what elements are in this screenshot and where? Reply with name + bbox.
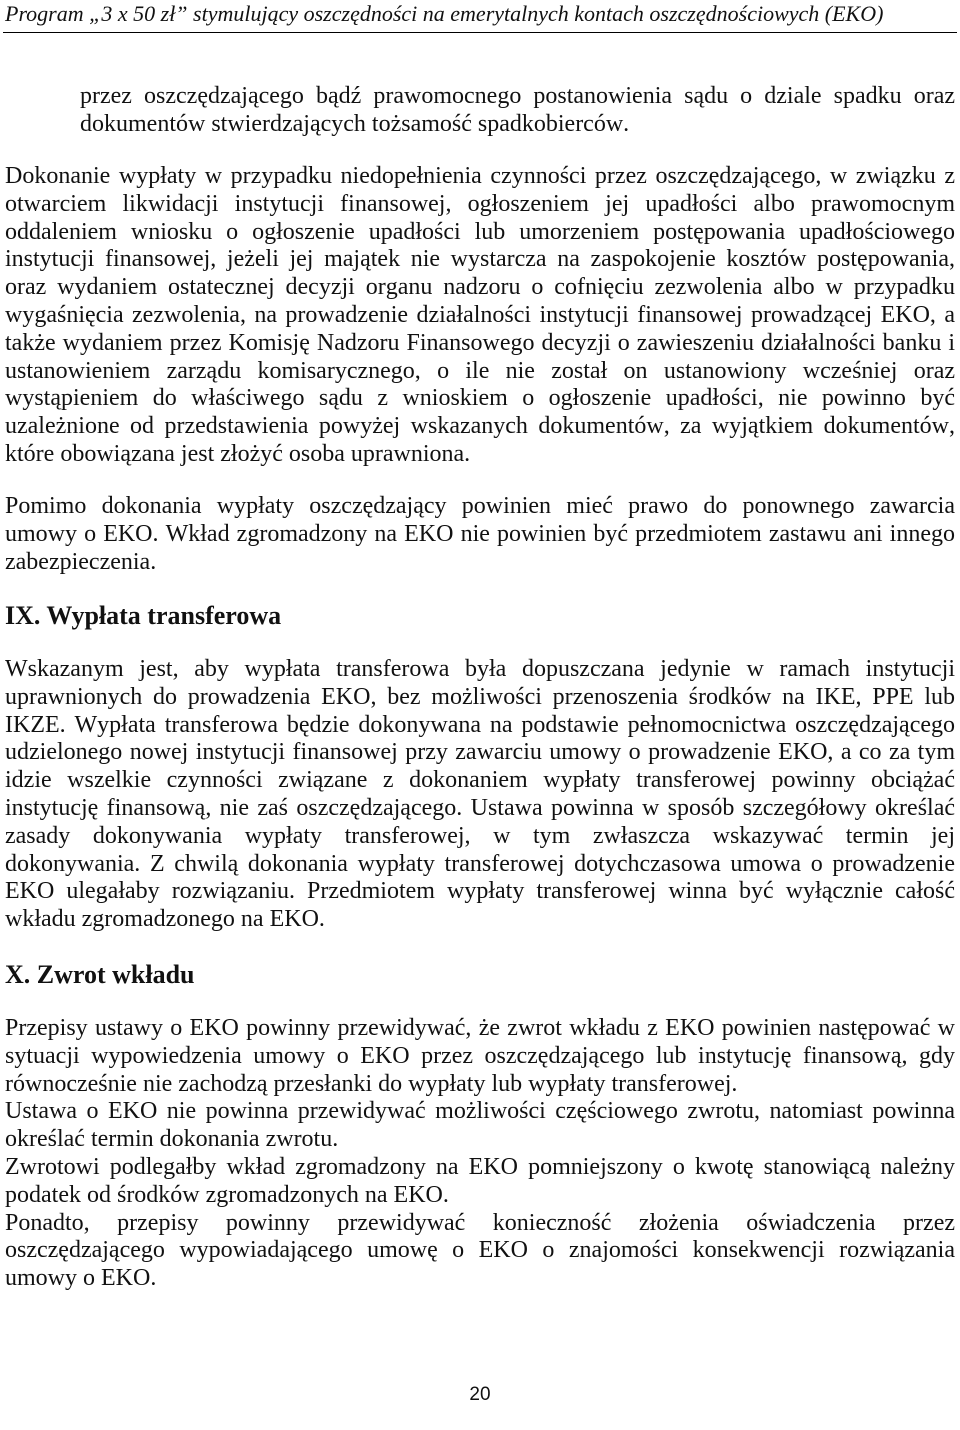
paragraph-line: oddaleniem wniosku o ogłoszenie upadłości lub umorzeniem postępowania upadłościowego <box>5 218 955 245</box>
paragraph-line: Zwrotowi podlegałby wkład zgromadzony na EKO pomniejszony o kwotę stanowiącą należny <box>5 1153 955 1180</box>
page-number: 20 <box>469 1384 491 1405</box>
paragraph <box>5 1015 955 1098</box>
paragraph-line: przez oszczędzającego bądź prawomocnego postanowienia sądu o dziale spadku oraz <box>80 83 955 109</box>
paragraph <box>5 163 955 469</box>
paragraph-line: równocześnie nie zachodzą przesłanki do wypłaty lub wypłaty transferowej. <box>5 1070 738 1097</box>
paragraph <box>5 1154 955 1210</box>
paragraph-line: także wydaniem przez Komisję Nadzoru Finansowego decyzji o zawieszeniu działalności banku i <box>5 329 955 356</box>
paragraph-line: wygaśnięcia zezwolenia, na prowadzenie działalności instytucji finansowej prowadzącej EKO, a <box>5 301 955 328</box>
paragraph-line: otwarciem likwidacji instytucji finansowej, ogłoszeniem jej upadłości albo prawomocnym <box>5 190 955 217</box>
paragraph-line: dokonywania. Z chwilą dokonania wypłaty transferowej dotychczasowa umowa o prowadzenie <box>5 850 955 877</box>
paragraph-line: ustanowieniem zarządu komisarycznego, o ile nie został on ustanowiony wcześniej oraz <box>5 357 955 384</box>
paragraph-line: instytucję finansową, nie zaś oszczędzającego. Ustawa powinna w sposób szczegółowy określać <box>5 794 955 821</box>
paragraph-line: Ponadto, przepisy powinny przewidywać konieczność złożenia oświadczenia przez <box>5 1209 955 1236</box>
paragraph-line: wkładu zgromadzonego na EKO. <box>5 906 325 933</box>
paragraph-line: które obowiązana jest złożyć osoba uprawniona. <box>5 440 471 467</box>
paragraph-line: Dokonanie wypłaty w przypadku niedopełnienia czynności przez oszczędzającego, w związku z <box>5 163 955 189</box>
paragraph-line: oraz wydaniem ostatecznej decyzji organu nadzoru o cofnięciu zezwolenia albo w przypadku <box>5 274 955 301</box>
paragraph-continuation <box>80 83 955 139</box>
paragraph <box>5 493 955 576</box>
paragraph-line: Pomimo dokonania wypłaty oszczędzający powinien mieć prawo do ponownego zawarcia <box>5 493 955 519</box>
paragraph <box>5 656 955 934</box>
paragraph-line: wystąpieniem do właściwego sądu z wnioskiem o ogłoszenie upadłości, nie powinno być <box>5 385 955 412</box>
paragraph-line: zabezpieczenia. <box>5 548 157 575</box>
paragraph-line: umowy o EKO. Wkład zgromadzony na EKO nie powinien być przedmiotem zastawu ani innego <box>5 520 955 547</box>
paragraph <box>5 1210 955 1293</box>
paragraph-line: IKZE. Wypłata transferowa będzie dokonywana na podstawie pełnomocnictwa oszczędzającego <box>5 711 955 738</box>
paragraph-line: zasady dokonywania wypłaty transferowej, w tym zwłaszcza wskazywać termin jej <box>5 822 955 849</box>
paragraph-line: dokumentów stwierdzających tożsamość spadkobierców. <box>80 110 630 137</box>
section-body <box>5 1015 955 1293</box>
paragraph-line: oszczędzającego wypowiadającego umowę o EKO o znajomości konsekwencji rozwiązania <box>5 1237 955 1264</box>
paragraph-line: udzielonego nowej instytucji finansowej przy zawarciu umowy o prowadzenie EKO, a co za tym <box>5 739 955 766</box>
paragraph-line: podatek od środków zgromadzonych na EKO. <box>5 1181 449 1208</box>
paragraph <box>5 1098 955 1154</box>
paragraph-line: sytuacji wypowiedzenia umowy o EKO przez oszczędzającego lub instytucję finansową, gdy <box>5 1042 955 1069</box>
paragraph-line: określać termin dokonania zwrotu. <box>5 1126 339 1153</box>
paragraph-line: uprawnionych do prowadzenia EKO, bez możliwości przenoszenia środków na IKE, PPE lub <box>5 683 955 710</box>
section-heading: X. Zwrot wkładu <box>5 960 195 989</box>
paragraph-line: Ustawa o EKO nie powinna przewidywać możliwości częściowego zwrotu, natomiast powinna <box>5 1098 955 1125</box>
header-rule <box>3 32 957 33</box>
paragraph-line: umowy o EKO. <box>5 1265 157 1292</box>
paragraph-line: EKO ulegałaby rozwiązaniu. Przedmiotem wypłaty transferowej winna być wyłącznie całość <box>5 878 955 905</box>
section-heading: IX. Wypłata transferowa <box>5 601 282 630</box>
paragraph-line: Przepisy ustawy o EKO powinny przewidywać, że zwrot wkładu z EKO powinien następować w <box>5 1015 955 1041</box>
paragraph-line: uzależnione od przedstawienia powyżej wskazanych dokumentów, za wyjątkiem dokumentów, <box>5 413 955 440</box>
paragraph-line: Wskazanym jest, aby wypłata transferowa była dopuszczana jedynie w ramach instytucji <box>5 656 955 682</box>
paragraph-line: instytucji finansowej, jeżeli jej majątek nie wystarcza na zaspokojenie kosztów postępowania, <box>5 246 955 273</box>
page-header-title: Program „3 x 50 zł” stymulujący oszczędności na emerytalnych kontach oszczędnościowych (EKO) <box>5 1 884 26</box>
paragraph-line: idzie wszelkie czynności związane z dokonaniem wypłaty transferowej powinny obciążać <box>5 767 955 794</box>
